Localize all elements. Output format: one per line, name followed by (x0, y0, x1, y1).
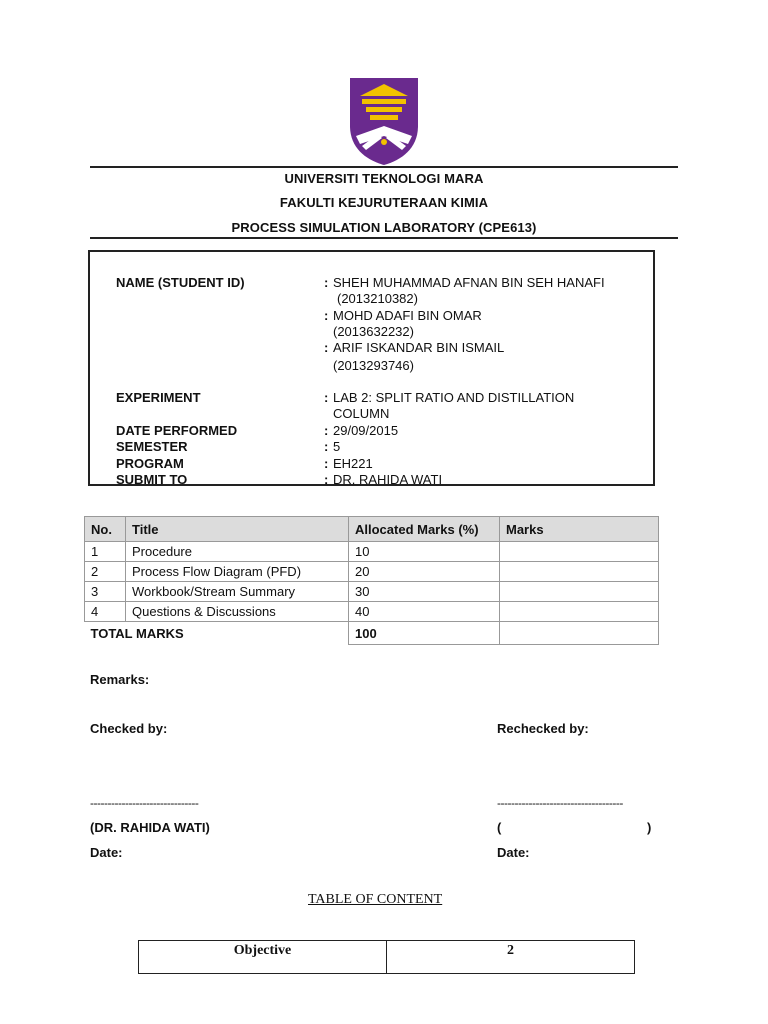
student-id: (2013293746) (333, 358, 414, 373)
rechecker-signature-line: ------------------------------------ (497, 796, 623, 810)
header-bottom-rule (90, 237, 678, 239)
colon: : (324, 308, 329, 323)
total-row (85, 622, 659, 645)
toc-item: Objective (139, 941, 387, 974)
table-cell: Questions & Discussions (126, 602, 349, 622)
toc-table (138, 940, 635, 974)
colon: : (324, 423, 329, 438)
rechecker-date-label: Date: (497, 845, 530, 860)
column-header: Marks (500, 517, 659, 542)
rechecked-by-label: Rechecked by: (497, 721, 589, 736)
table-cell (500, 542, 659, 562)
date-performed-value: 29/09/2015 (333, 423, 399, 438)
remarks-label: Remarks: (90, 672, 150, 687)
semester-label: SEMESTER (116, 439, 188, 454)
university-name: UNIVERSITI TEKNOLOGI MARA (284, 171, 484, 186)
student-name: ARIF ISKANDAR BIN ISMAIL (333, 340, 505, 355)
table-cell: 4 (85, 602, 126, 622)
table-cell: 3 (85, 582, 126, 602)
table-cell (500, 602, 659, 622)
table-row (85, 542, 659, 562)
student-id: (2013632232) (333, 324, 414, 339)
table-cell (500, 582, 659, 602)
colon: : (324, 390, 329, 405)
table-cell: 20 (349, 562, 500, 582)
date-performed-label: DATE PERFORMED (116, 423, 238, 438)
student-name: MOHD ADAFI BIN OMAR (333, 308, 482, 323)
table-cell: Process Flow Diagram (PFD) (126, 562, 349, 582)
university-logo (348, 76, 420, 166)
total-marks-value: 100 (349, 622, 500, 645)
table-cell: 10 (349, 542, 500, 562)
faculty-name: FAKULTI KEJURUTERAAN KIMIA (279, 195, 489, 210)
program-label: PROGRAM (116, 456, 184, 471)
checker-date-label: Date: (90, 845, 123, 860)
colon: : (324, 456, 329, 471)
colon: : (324, 439, 329, 454)
colon: : (324, 340, 329, 355)
toc-row (139, 941, 635, 974)
experiment-value-cont: COLUMN (333, 406, 390, 421)
column-header: No. (85, 517, 126, 542)
table-cell: Workbook/Stream Summary (126, 582, 349, 602)
table-row (85, 582, 659, 602)
table-cell (500, 562, 659, 582)
rechecker-close-paren: ) (647, 820, 652, 835)
experiment-value: LAB 2: SPLIT RATIO AND DISTILLATION (333, 390, 575, 405)
table-cell: 1 (85, 542, 126, 562)
table-row (85, 562, 659, 582)
table-cell: 30 (349, 582, 500, 602)
experiment-label: EXPERIMENT (116, 390, 201, 405)
submit-to-label: SUBMIT TO (116, 472, 188, 487)
student-name: SHEH MUHAMMAD AFNAN BIN SEH HANAFI (333, 275, 605, 290)
total-marks-cell (500, 622, 659, 645)
checker-name: (DR. RAHIDA WATI) (90, 820, 210, 835)
table-cell: 40 (349, 602, 500, 622)
table-cell: Procedure (126, 542, 349, 562)
checked-by-label: Checked by: (90, 721, 168, 736)
name-label: NAME (STUDENT ID) (116, 275, 245, 290)
total-marks-label: TOTAL MARKS (90, 625, 184, 641)
table-row (85, 602, 659, 622)
column-header: Allocated Marks (%) (349, 517, 500, 542)
column-header: Title (126, 517, 349, 542)
colon: : (324, 275, 329, 290)
submit-to-value: DR. RAHIDA WATI (333, 472, 443, 487)
toc-page-number: 2 (387, 941, 635, 974)
header-top-rule (90, 166, 678, 168)
course-title: PROCESS SIMULATION LABORATORY (CPE613) (231, 220, 537, 235)
toc-title: TABLE OF CONTENT (308, 892, 443, 907)
program-value: EH221 (333, 456, 373, 471)
student-id: (2013210382) (337, 291, 418, 306)
colon: : (324, 472, 329, 487)
semester-value: 5 (333, 439, 341, 454)
marks-table (84, 516, 659, 645)
table-header-row (85, 517, 659, 542)
rechecker-open-paren: ( (497, 820, 502, 835)
table-cell: 2 (85, 562, 126, 582)
checker-signature-line: ------------------------------- (90, 796, 199, 810)
